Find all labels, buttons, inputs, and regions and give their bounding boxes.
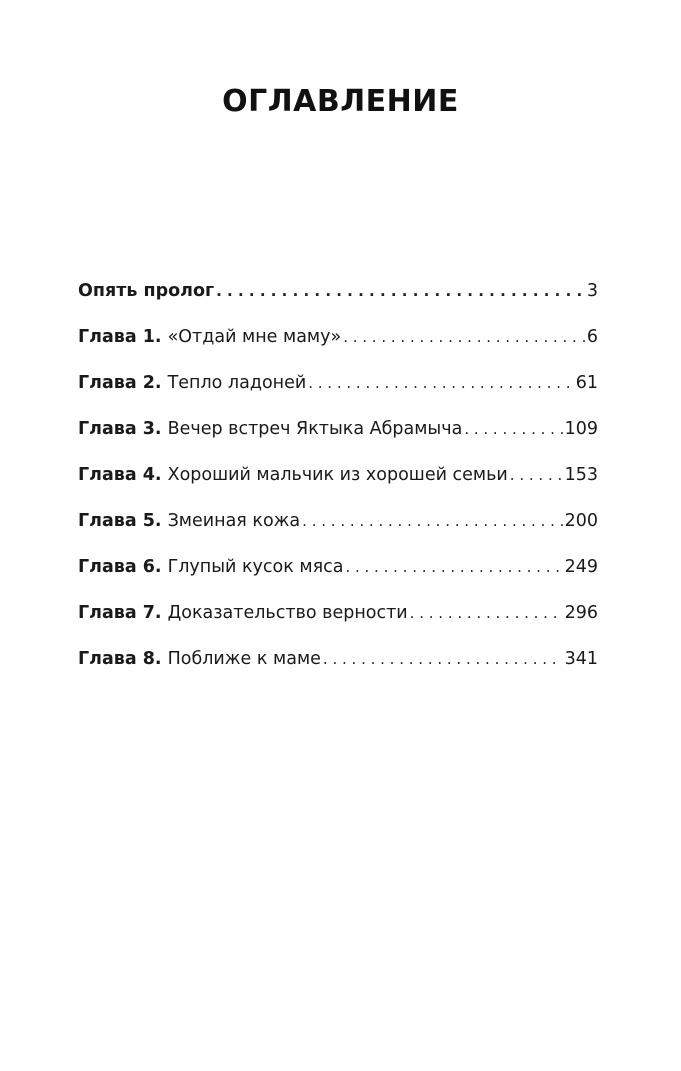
toc-entry-chapter-2[interactable]: [78, 372, 598, 418]
toc-entry-chapter-8[interactable]: [78, 648, 598, 694]
dot-leader: [410, 602, 563, 624]
page-number: 249: [564, 557, 598, 577]
page-number: 3: [586, 281, 598, 301]
toc-entry-chapter-1[interactable]: [78, 326, 598, 372]
chapter-label: Глава 8.: [78, 649, 162, 669]
page-number: 153: [564, 465, 598, 485]
toc-entry-chapter-6[interactable]: [78, 556, 598, 602]
page-number: 200: [564, 511, 598, 531]
page-number: 61: [575, 373, 598, 393]
chapter-label: Глава 3.: [78, 419, 162, 439]
entry-title: «Отдай мне маму»: [167, 327, 342, 347]
toc-entry-chapter-7[interactable]: [78, 602, 598, 648]
chapter-label: Глава 5.: [78, 511, 162, 531]
entry-title: Хороший мальчик из хорошей семьи: [167, 465, 508, 485]
dot-leader: [464, 418, 562, 440]
toc-entry-chapter-3[interactable]: [78, 418, 598, 464]
page-number: 341: [564, 649, 598, 669]
entry-title: Тепло ладоней: [167, 373, 307, 393]
toc-entry-prolog[interactable]: [78, 280, 598, 326]
dot-leader: [323, 648, 563, 670]
entry-title: Глупый кусок мяса: [167, 557, 344, 577]
chapter-label: Глава 6.: [78, 557, 162, 577]
dot-leader: [345, 556, 562, 578]
page-number: 6: [586, 327, 598, 347]
page-number: 296: [564, 603, 598, 623]
toc-entry-chapter-4[interactable]: [78, 464, 598, 510]
chapter-label: Глава 4.: [78, 465, 162, 485]
dot-leader: [216, 280, 585, 302]
dot-leader: [308, 372, 573, 394]
chapter-label: Глава 7.: [78, 603, 162, 623]
entry-title: Опять пролог: [78, 281, 215, 301]
page-title: ОГЛАВЛЕНИЕ: [222, 84, 459, 119]
entry-title: Доказательство верности: [167, 603, 408, 623]
chapter-label: Глава 2.: [78, 373, 162, 393]
table-of-contents: [78, 280, 598, 694]
dot-leader: [343, 326, 585, 348]
dot-leader: [510, 464, 563, 486]
chapter-label: Глава 1.: [78, 327, 162, 347]
toc-entry-chapter-5[interactable]: [78, 510, 598, 556]
entry-title: Поближе к маме: [167, 649, 321, 669]
entry-title: Вечер встреч Яктыка Абрамыча: [167, 419, 463, 439]
entry-title: Змеиная кожа: [167, 511, 301, 531]
page-number: 109: [564, 419, 598, 439]
dot-leader: [302, 510, 562, 532]
